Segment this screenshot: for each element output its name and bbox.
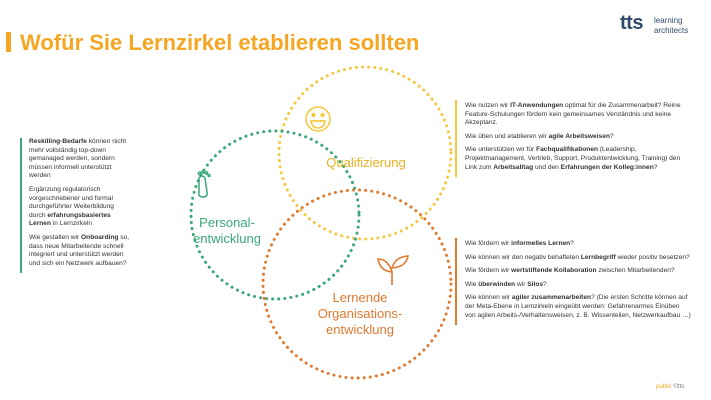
label-lernende-line-1: Lernende [332, 290, 388, 305]
rt-q3-bold2: Arbeitsalltag [493, 163, 534, 171]
rt-q2-bold: agile Arbeitsweisen [548, 132, 610, 140]
rb-q3-pre: Wie fördern wir [465, 267, 512, 275]
rt-paragraph-1 [465, 102, 691, 128]
left-p3-post: so, dass neue Mitarbeitende schnell integriert und unterstützt werden und sich ein Netzwerk aufbauen? [29, 233, 130, 267]
rb-q1-bold: informelles Lernen [511, 240, 571, 247]
logo-text [654, 16, 688, 36]
left-paragraph-2 [29, 186, 130, 229]
footer-classification [656, 384, 684, 390]
circle-lernende-organisation [263, 190, 451, 378]
left-p1-rest: können nicht mehr vollständig top-down gemanaged werden, sondern müssen informell unterstützt werden [29, 138, 127, 180]
label-personalentwicklung [182, 215, 272, 247]
footer-public: public [656, 384, 672, 390]
rb-q2-pre: Wie können wir den negativ behafteten [465, 253, 581, 261]
left-p3-bold: Onboarding [81, 233, 119, 241]
rb-q3-bold: wertstiftende Kollaboration [511, 267, 597, 275]
rb-q4-pre: Wie [465, 280, 479, 288]
label-lernende-organisation [300, 290, 420, 338]
tts-logo [620, 12, 704, 42]
rt-q3-bold: Fachqualifikationen [536, 146, 599, 154]
rb-q4-bold2: Silos [527, 280, 544, 288]
rt-q3-mid: (Leadership, Projektmanagement, Vertrieb, Support, Produktentwicklung, Training) den Link zum [465, 146, 681, 171]
personalentwicklung-textbox [20, 138, 130, 273]
rt-q3-post: ? [653, 163, 658, 171]
rt-q3-bold3: Erfahrungen der Kolleg:innen [560, 163, 654, 171]
rb-q5-bold: agiler zusammenarbeiten [511, 294, 592, 302]
rt-q2-pre: Wie üben und etablieren wir [465, 132, 549, 140]
rt-paragraph-3 [465, 146, 691, 172]
rb-paragraph-4 [465, 281, 691, 290]
left-p1-bold: Reskilling-Bedarfe [29, 138, 87, 145]
logo-mark: tts [620, 12, 643, 34]
smiley-icon [306, 107, 330, 131]
left-p2-post: in Lernzirkeln [50, 220, 93, 228]
rt-q3-pre: Wie unterstützen wir für [465, 146, 537, 154]
rb-q2-post: wieder positiv besetzen? [615, 253, 690, 261]
rt-paragraph-2 [465, 133, 691, 142]
label-lernende-line-3: entwicklung [326, 322, 394, 337]
label-qualifizierung [316, 155, 416, 171]
left-p3-pre: Wie gestalten wir [29, 233, 82, 241]
slide-title: Wofür Sie Lernzirkel etablieren sollten [20, 30, 420, 55]
footprint-icon [198, 171, 210, 197]
rb-paragraph-2 [465, 254, 691, 263]
label-personal-line-2: entwicklung [193, 231, 261, 246]
rb-q1-pre: Wie fördern wir [465, 240, 512, 247]
footer-copyright: ©tts [671, 384, 685, 390]
left-paragraph-1 [29, 138, 130, 181]
logo-line-1: learning [654, 16, 683, 25]
rt-q1-pre: Wie nutzen wir [465, 102, 511, 109]
circle-qualifizierung [279, 67, 451, 239]
rb-q5-pre: Wie können wir [465, 294, 512, 302]
rb-paragraph-5 [465, 294, 691, 320]
label-qualifizierung-text: Qualifizierung [326, 155, 406, 170]
label-personal-line-1: Personal- [199, 215, 255, 230]
rb-q4-post: ? [543, 280, 547, 288]
rb-q2-bold: Lernbegriff [580, 253, 616, 261]
lernende-organisation-textbox [455, 238, 691, 325]
rb-q5-post: ? (Die ersten Schritte können auf der Meta-Ebene in Lernzirkeln eingeübt werden: Gefahrenarmes Einüben von agilen Arbeits-/Verhaltensweisen, z. B. Wissenteilen, Netzwerkaufbau …) [465, 294, 691, 319]
left-p2-bold: erfahrungsbasiertes Lernen [29, 211, 111, 228]
rb-q3-post: zwischen Mitarbeitenden? [596, 267, 675, 275]
rb-paragraph-1 [465, 240, 691, 249]
left-paragraph-3 [29, 234, 130, 268]
rt-q3-mid2: und den [533, 163, 561, 171]
rb-q4-bold: überwinden [478, 280, 516, 288]
left-p2-pre: Ergänzung regulatorisch vorgeschriebener und formal durchgeführter Weiterbildung durch [29, 185, 114, 219]
rb-q4-mid: wir [515, 280, 528, 288]
rt-q2-post: ? [609, 132, 614, 140]
rt-q1-post: optimal für die Zusammenarbeit? Reine Feature-Schulungen fördern kein gemeinsames Verständnis und keine Akzeptanz. [465, 102, 681, 127]
sprout-icon [378, 256, 408, 285]
rt-q1-bold: IT-Anwendungen [510, 102, 564, 109]
logo-line-2: architects [654, 26, 689, 35]
label-lernende-line-2: Organisations- [317, 306, 403, 321]
rb-paragraph-3 [465, 267, 691, 276]
title-accent-bar [6, 32, 11, 52]
qualifizierung-textbox [455, 100, 691, 177]
rb-q1-post: ? [570, 240, 574, 247]
